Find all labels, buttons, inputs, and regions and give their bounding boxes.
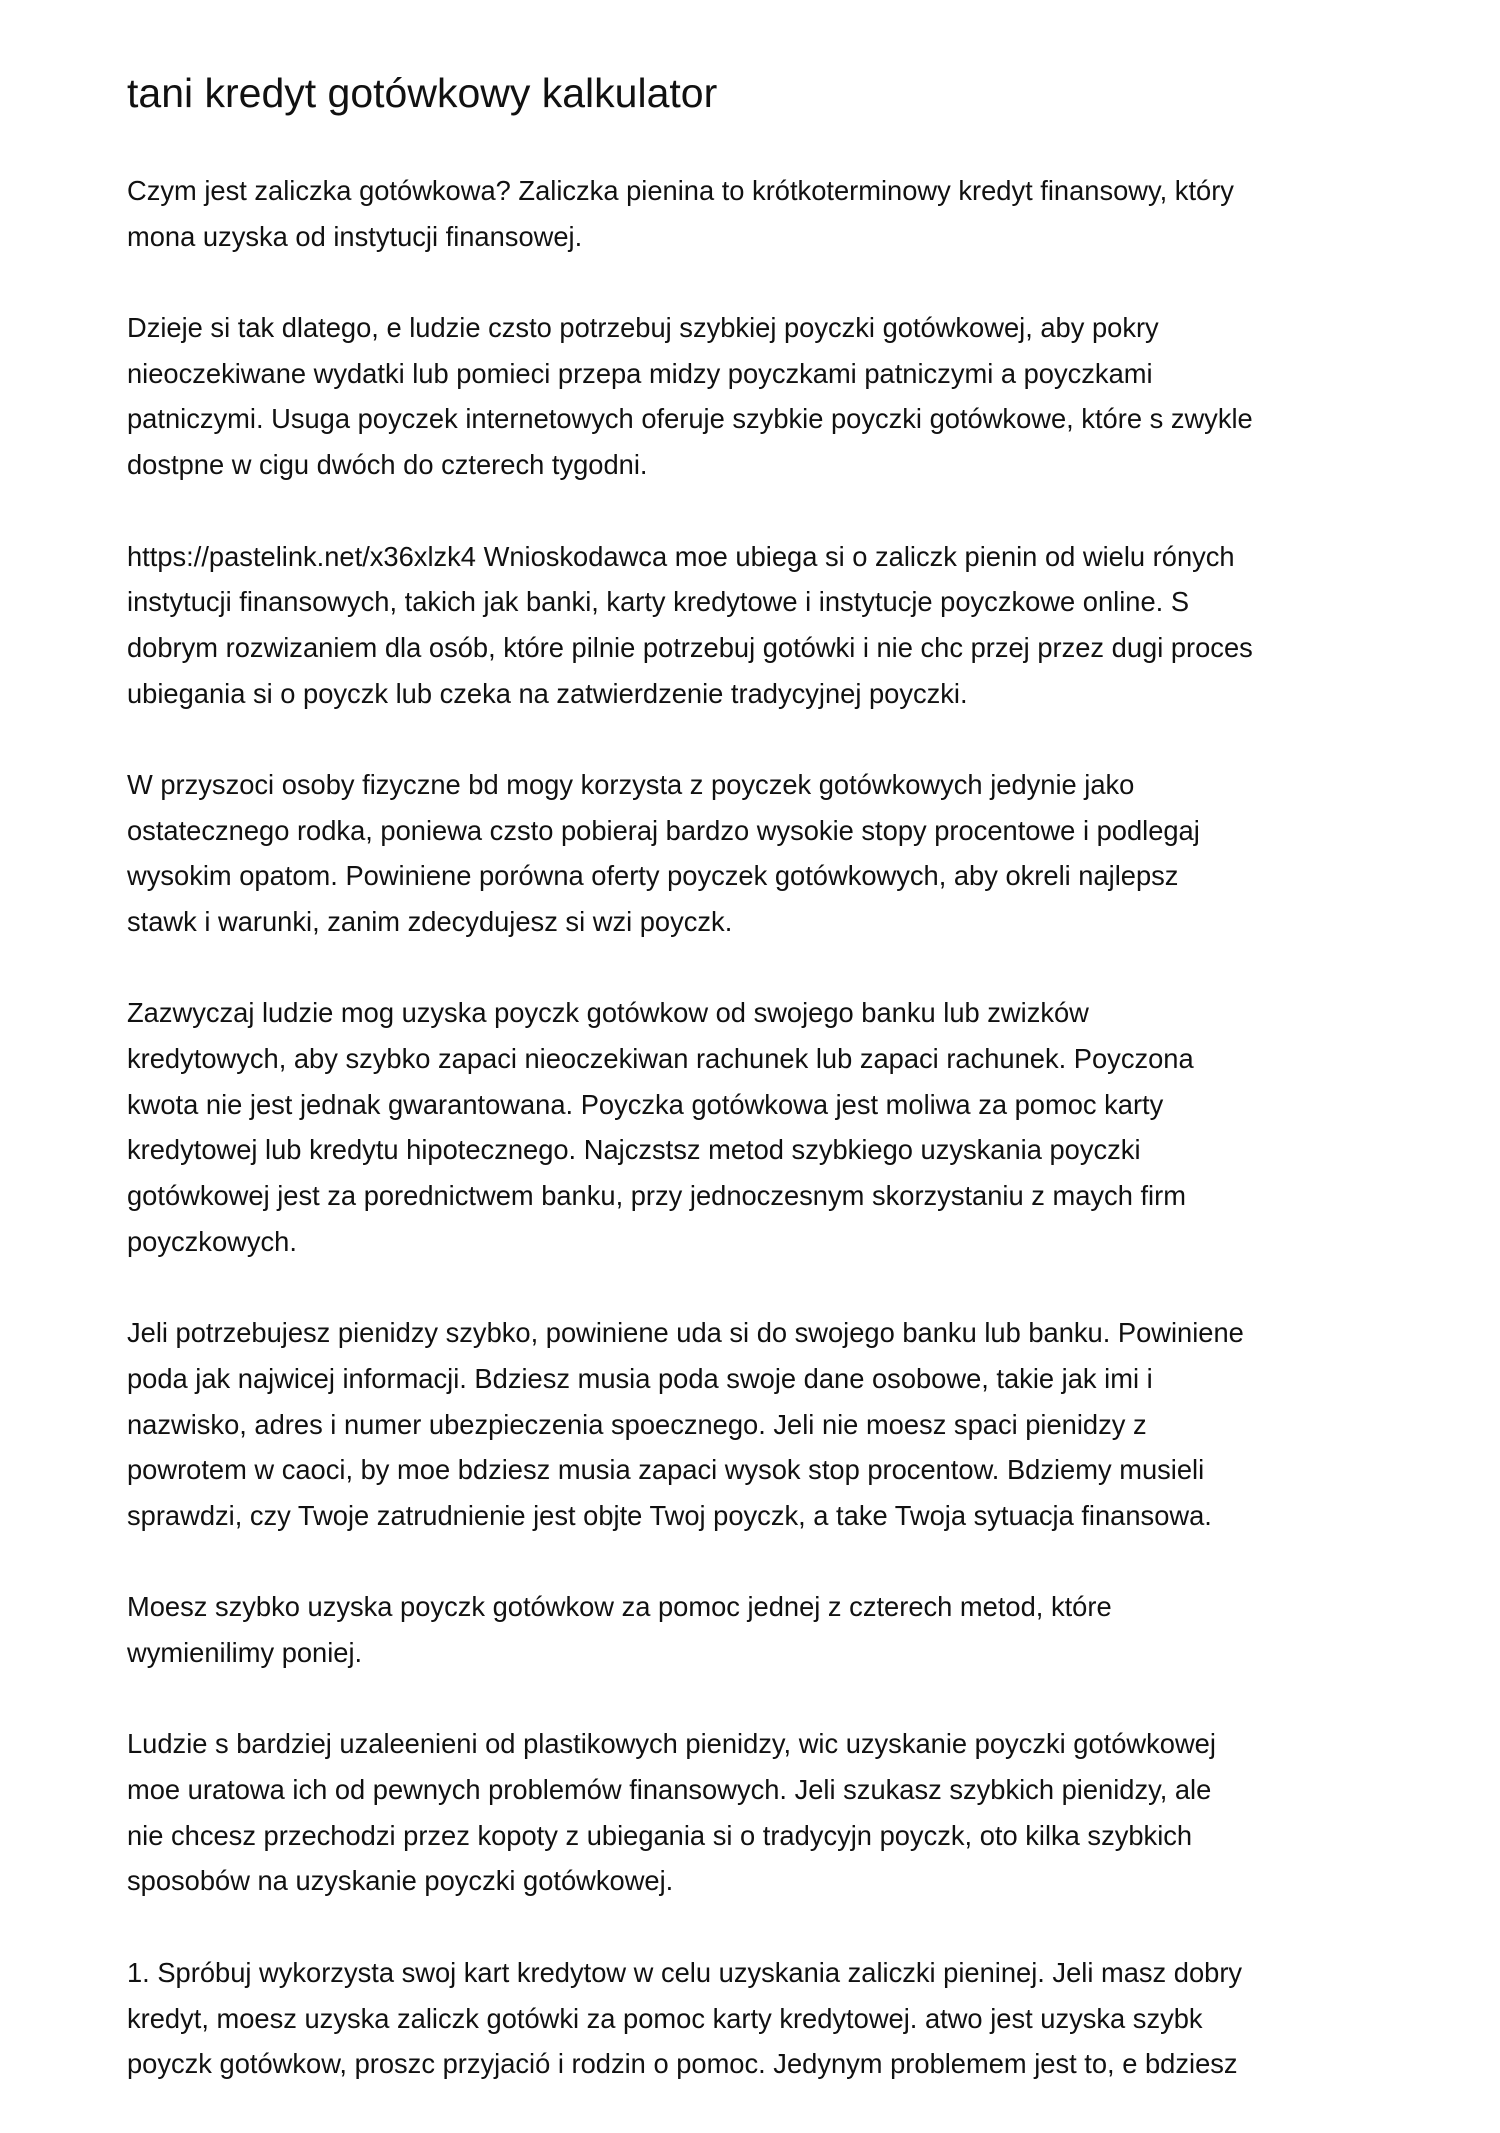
text-line: Czym jest zaliczka gotówkowa? Zaliczka pienina to krótkoterminowy kredyt finansowy, który (127, 175, 1234, 206)
paragraph (127, 990, 1427, 1264)
text-line: nieoczekiwane wydatki lub pomieci przepa midzy poyczkami patniczymi a poyczkami (127, 357, 1153, 389)
text-line: dobrym rozwizaniem dla osób, które pilnie potrzebuj gotówki i nie chc przej przez dugi proces (127, 631, 1253, 663)
text-line: dostpne w cigu dwóch do czterech tygodni. (127, 449, 648, 481)
text-line: wysokim opatom. Powiniene porówna oferty poyczek gotówkowych, aby okreli najlepsz (127, 860, 1179, 892)
text-line: Moesz szybko uzyska poyczk gotówkow za pomoc jednej z czterech metod, które (127, 1591, 1112, 1623)
text-line: Ludzie s bardziej uzaleenieni od plastikowych pienidzy, wic uzyskanie poyczki gotówkowej (127, 1728, 1216, 1760)
text-line: ubiegania si o poyczk lub czeka na zatwierdzenie tradycyjnej poyczki. (127, 677, 968, 709)
text-line: Dzieje si tak dlatego, e ludzie czsto potrzebuj szybkiej poyczki gotówkowej, aby pokry (127, 312, 1159, 344)
text-line: instytucji finansowych, takich jak banki, karty kredytowe i instytucje poyczkowe online. S (127, 586, 1190, 618)
text-line: nazwisko, adres i numer ubezpieczenia spoecznego. Jeli nie moesz spaci pienidzy z (127, 1408, 1147, 1440)
document-title: tani kredyt gotówkowy kalkulator (127, 70, 718, 116)
paragraph (127, 762, 1427, 945)
text-line: moe uratowa ich od pewnych problemów finansowych. Jeli szukasz szybkich pienidzy, ale (127, 1774, 1212, 1806)
text-line: https://pastelink.net/x36xlzk4 Wnioskodawca moe ubiega si o zaliczk pienin od wielu rónych (127, 540, 1235, 572)
text-line: nie chcesz przechodzi przez kopoty z ubiegania si o tradycyjn poyczk, oto kilka szybkich (127, 1819, 1193, 1851)
text-line: 1. Spróbuj wykorzysta swoj kart kredytow w celu uzyskania zaliczki pieninej. Jeli masz dobry (127, 1956, 1243, 1988)
text-line: Jeli potrzebujesz pienidzy szybko, powiniene uda si do swojego banku lub banku. Powiniene (127, 1317, 1244, 1349)
text-line: kwota nie jest jednak gwarantowana. Poyczka gotówkowa jest moliwa za pomoc karty (127, 1088, 1164, 1120)
text-line: poyczk gotówkow, proszc przyjació i rodzin o pomoc. Jedynym problemem jest to, e bdziesz (127, 2048, 1238, 2080)
text-line: poda jak najwicej informacji. Bdziesz musia poda swoje dane osobowe, takie jak imi i (127, 1362, 1153, 1394)
text-line: kredyt, moesz uzyska zaliczk gotówki za pomoc karty kredytowej. atwo jest uzyska szybk (127, 2002, 1203, 2034)
paragraph (127, 534, 1427, 717)
text-line: patniczymi. Usuga poyczek internetowych oferuje szybkie poyczki gotówkowe, które s zwykle (127, 403, 1253, 435)
paragraph (127, 1950, 1427, 2087)
text-line: Zazwyczaj ludzie mog uzyska poyczk gotówkow od swojego banku lub zwizków (127, 997, 1089, 1029)
text-line: mona uzyska od instytucji finansowej. (127, 220, 583, 252)
paragraph (127, 1721, 1427, 1904)
text-line: sprawdzi, czy Twoje zatrudnienie jest objte Twoj poyczk, a take Twoja sytuacja finansowa. (127, 1499, 1212, 1531)
paragraph (127, 168, 1427, 259)
document-body (127, 168, 1427, 2133)
text-line: ostatecznego rodka, poniewa czsto pobieraj bardzo wysokie stopy procentowe i podlegaj (127, 814, 1200, 846)
text-line: poyczkowych. (127, 1225, 297, 1257)
text-line: kredytowej lub kredytu hipotecznego. Najczstsz metod szybkiego uzyskania poyczki (127, 1134, 1141, 1166)
text-line: W przyszoci osoby fizyczne bd mogy korzysta z poyczek gotówkowych jedynie jako (127, 768, 1135, 800)
text-line: sposobów na uzyskanie poyczki gotówkowej. (127, 1865, 674, 1897)
text-line: kredytowych, aby szybko zapaci nieoczekiwan rachunek lub zapaci rachunek. Poyczona (127, 1043, 1194, 1075)
text-line: stawk i warunki, zanim zdecydujesz si wzi poyczk. (127, 906, 733, 937)
text-line: gotówkowej jest za porednictwem banku, przy jednoczesnym skorzystaniu z maych firm (127, 1180, 1186, 1212)
paragraph (127, 1310, 1427, 1538)
text-line: wymienilimy poniej. (127, 1637, 363, 1668)
paragraph (127, 1584, 1427, 1675)
paragraph (127, 305, 1427, 488)
text-line: powrotem w caoci, by moe bdziesz musia zapaci wysok stop procentow. Bdziemy musieli (127, 1454, 1205, 1486)
